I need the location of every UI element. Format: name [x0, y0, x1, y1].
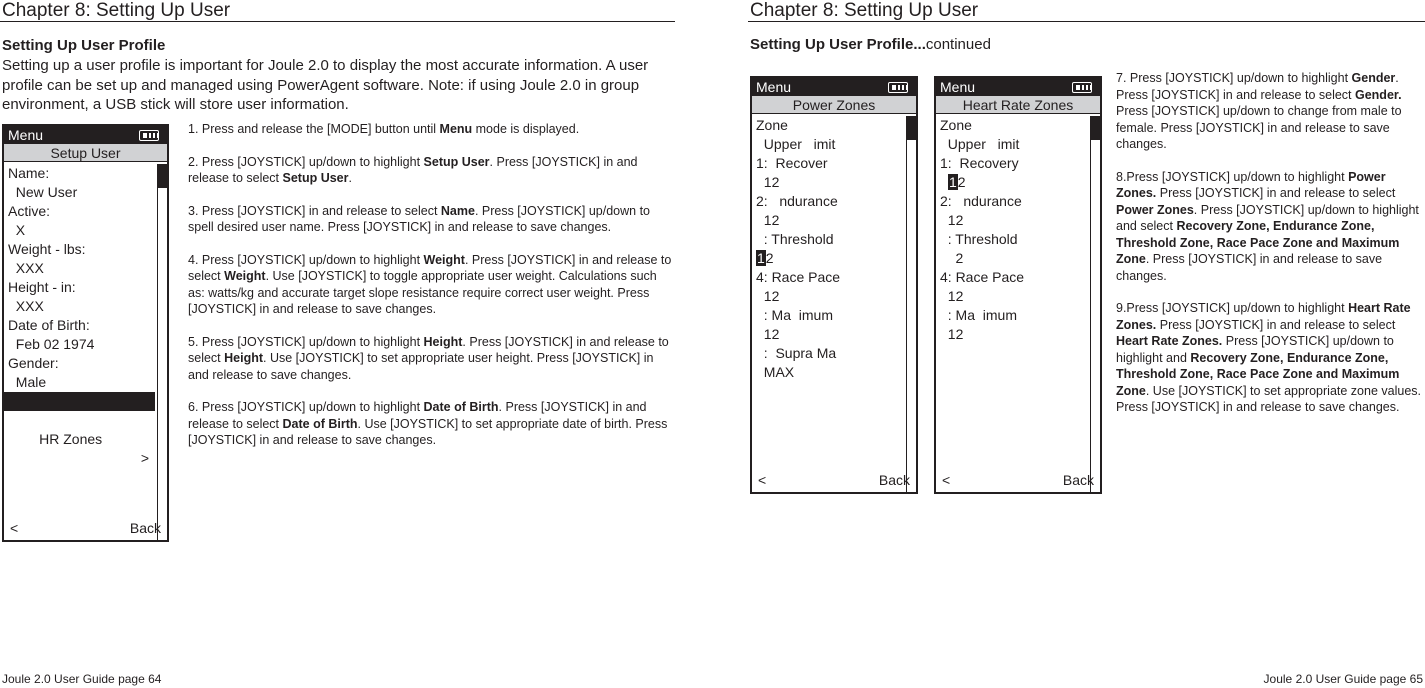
left-footer: Joule 2.0 User Guide page 64: [2, 672, 162, 686]
back-button[interactable]: Back: [878, 472, 910, 488]
hr-zones-label: HR Zones: [39, 431, 103, 447]
device-screen: [752, 116, 916, 492]
step-1: 1. Press and release the [MODE] button until Menu mode is displayed.: [188, 122, 580, 136]
list-item-highlighted[interactable]: 12: [949, 174, 966, 190]
scrollbar[interactable]: [157, 164, 167, 540]
step-2: 2. Press [JOYSTICK] up/down to highlight Setup User. Press [JOYSTICK] in and release to select Setup User.: [188, 154, 638, 185]
back-button[interactable]: Back: [1062, 472, 1094, 488]
list-item: XXX: [8, 260, 44, 276]
list-item: X: [8, 222, 26, 238]
list-item[interactable]: Height - in:: [8, 279, 76, 295]
scroll-thumb[interactable]: [907, 116, 916, 140]
list-item[interactable]: : Ma imum: [756, 307, 834, 323]
menu-label: Menu: [8, 127, 44, 143]
list-item[interactable]: 12: [756, 212, 780, 228]
chevron-right-icon: >: [140, 431, 149, 447]
list-item: Feb 02 1974: [8, 336, 95, 352]
power-zones-label: Power Zones: [39, 412, 122, 428]
screen-subtitle: Heart Rate Zones: [936, 96, 1100, 114]
left-chapter-title: Chapter 8: Setting Up User: [2, 0, 231, 21]
right-chapter-title: Chapter 8: Setting Up User: [750, 0, 979, 21]
chevron-right-icon: >: [140, 450, 149, 466]
back-row[interactable]: [756, 471, 910, 490]
list-item[interactable]: 2: ndurance: [940, 193, 1022, 209]
intro-paragraph: Setting up a user profile is important for Joule 2.0 to display the most accurate information. A user profile can be set up and managed using PowerAgent software. Note: if using Joule 2.0 in group environment, a USB stick will store user information.: [2, 57, 649, 113]
power-zones-device: [750, 76, 918, 494]
list-item: Upper imit: [940, 136, 1020, 152]
list-item[interactable]: 2: ndurance: [756, 193, 838, 209]
device-screen: [936, 116, 1100, 492]
list-item[interactable]: 12: [940, 288, 964, 304]
step-8: 8.Press [JOYSTICK] up/down to highlight Power Zones. Press [JOYSTICK] in and release to select Power Zones. Press [JOYSTICK] up/down to highlight and select Recovery Zone, Endurance Zone, Threshold Zone, Race Pace Zone and Maximum Zone. Press [JOYSTICK] in and release to save changes.: [1116, 169, 1419, 283]
right-title-rule: [748, 21, 1425, 22]
list-item[interactable]: Gender:: [8, 355, 59, 371]
hr-zones-item[interactable]: [4, 411, 155, 466]
list-item: New User: [8, 184, 78, 200]
battery-icon: [1072, 82, 1092, 93]
right-section-title: Setting Up User Profile...continued: [750, 36, 991, 53]
list-item[interactable]: Active:: [8, 203, 51, 219]
list-item[interactable]: 12: [756, 288, 780, 304]
list-item[interactable]: Name:: [8, 165, 50, 181]
cursor-highlight: 1: [757, 250, 765, 266]
list-item[interactable]: MAX: [756, 364, 795, 380]
cursor-highlight: 1: [949, 174, 957, 190]
hr-zones-list: [936, 116, 1088, 492]
scrollbar[interactable]: [906, 116, 916, 492]
list-item[interactable]: 12: [940, 326, 964, 342]
back-row[interactable]: [8, 519, 161, 538]
scroll-thumb[interactable]: [158, 164, 167, 188]
battery-icon: [888, 82, 908, 93]
list-item: Upper imit: [756, 136, 836, 152]
list-item[interactable]: 4: Race Pace: [756, 269, 841, 285]
list-item[interactable]: 2: [940, 250, 964, 266]
step-6: 6. Press [JOYSTICK] up/down to highlight Date of Birth. Press [JOYSTICK] in and release to select Date of Birth. Use [JOYSTICK] to set appropriate date of birth. Press [JOYSTICK] in and release to save changes.: [188, 400, 668, 447]
scroll-thumb[interactable]: [1091, 116, 1100, 140]
list-item-highlighted[interactable]: 12: [757, 250, 774, 266]
setup-user-device: [2, 124, 169, 542]
battery-icon: [139, 130, 159, 141]
step-4: 4. Press [JOYSTICK] up/down to highlight Weight. Press [JOYSTICK] in and release to select Weight. Use [JOYSTICK] to toggle appropriate user weight. Calculations such as: watts/kg and accurate target slope resistance require correct user weight. Press [JOYSTICK] in and release to save changes.: [188, 252, 672, 316]
list-item[interactable]: Weight - lbs:: [8, 241, 86, 257]
back-arrow-icon: <: [758, 472, 767, 488]
list-item[interactable]: Date of Birth:: [8, 317, 90, 333]
heart-rate-zones-device: [934, 76, 1102, 494]
left-steps: [188, 121, 674, 465]
right-footer: Joule 2.0 User Guide page 65: [1263, 672, 1423, 686]
scrollbar[interactable]: [1090, 116, 1100, 492]
list-item[interactable]: : Supra Ma: [756, 345, 837, 361]
menu-bar: [752, 78, 916, 96]
list-item[interactable]: 12: [940, 212, 964, 228]
list-item[interactable]: 12: [756, 174, 780, 190]
screen-subtitle: Setup User: [4, 144, 167, 162]
right-steps: [1116, 70, 1424, 432]
back-button[interactable]: Back: [129, 520, 161, 536]
back-row[interactable]: [940, 471, 1094, 490]
menu-bar: [4, 126, 167, 144]
power-zones-list: [752, 116, 904, 492]
left-title-rule: [0, 21, 675, 22]
back-arrow-icon: <: [10, 520, 19, 536]
step-9: 9.Press [JOYSTICK] up/down to highlight Heart Rate Zones. Press [JOYSTICK] in and release to select Heart Rate Zones. Press [JOYSTICK] up/down to highlight and Recovery Zone, Endurance Zone, Threshold Zone, Race Pace Zone and Maximum Zone. Use [JOYSTICK] to set appropriate zone values. Press [JOYSTICK] in and release to save changes.: [1116, 301, 1421, 414]
device-screen: [4, 164, 167, 540]
left-section-title: Setting Up User Profile: [2, 37, 166, 54]
list-item[interactable]: 1: Recover: [756, 155, 828, 171]
list-item[interactable]: : Ma imum: [940, 307, 1018, 323]
menu-label: Menu: [756, 79, 792, 95]
list-item: Zone: [940, 117, 972, 133]
back-arrow-icon: <: [942, 472, 951, 488]
setup-user-list: [4, 164, 155, 540]
step-5: 5. Press [JOYSTICK] up/down to highlight Height. Press [JOYSTICK] in and release to select Height. Use [JOYSTICK] to set appropriate user height. Press [JOYSTICK] in and release to save changes.: [188, 334, 669, 382]
list-item[interactable]: 4: Race Pace: [940, 269, 1025, 285]
step-3: 3. Press [JOYSTICK] in and release to select Name. Press [JOYSTICK] up/down to spell desired user name. Press [JOYSTICK] in and release to save changes.: [188, 203, 651, 234]
list-item[interactable]: : Threshold: [940, 231, 1018, 247]
menu-label: Menu: [940, 79, 976, 95]
step-7: 7. Press [JOYSTICK] up/down to highlight Gender. Press [JOYSTICK] in and release to select Gender. Press [JOYSTICK] up/down to change from male to female. Press [JOYSTICK] in and release to save changes.: [1116, 71, 1402, 151]
list-item: XXX: [8, 298, 44, 314]
list-item: Zone: [756, 117, 788, 133]
menu-bar: [936, 78, 1100, 96]
list-item[interactable]: 1: Recovery: [940, 155, 1019, 171]
list-item[interactable]: 12: [756, 326, 780, 342]
list-item: Male: [8, 374, 47, 390]
screen-subtitle: Power Zones: [752, 96, 916, 114]
list-item[interactable]: : Threshold: [756, 231, 834, 247]
